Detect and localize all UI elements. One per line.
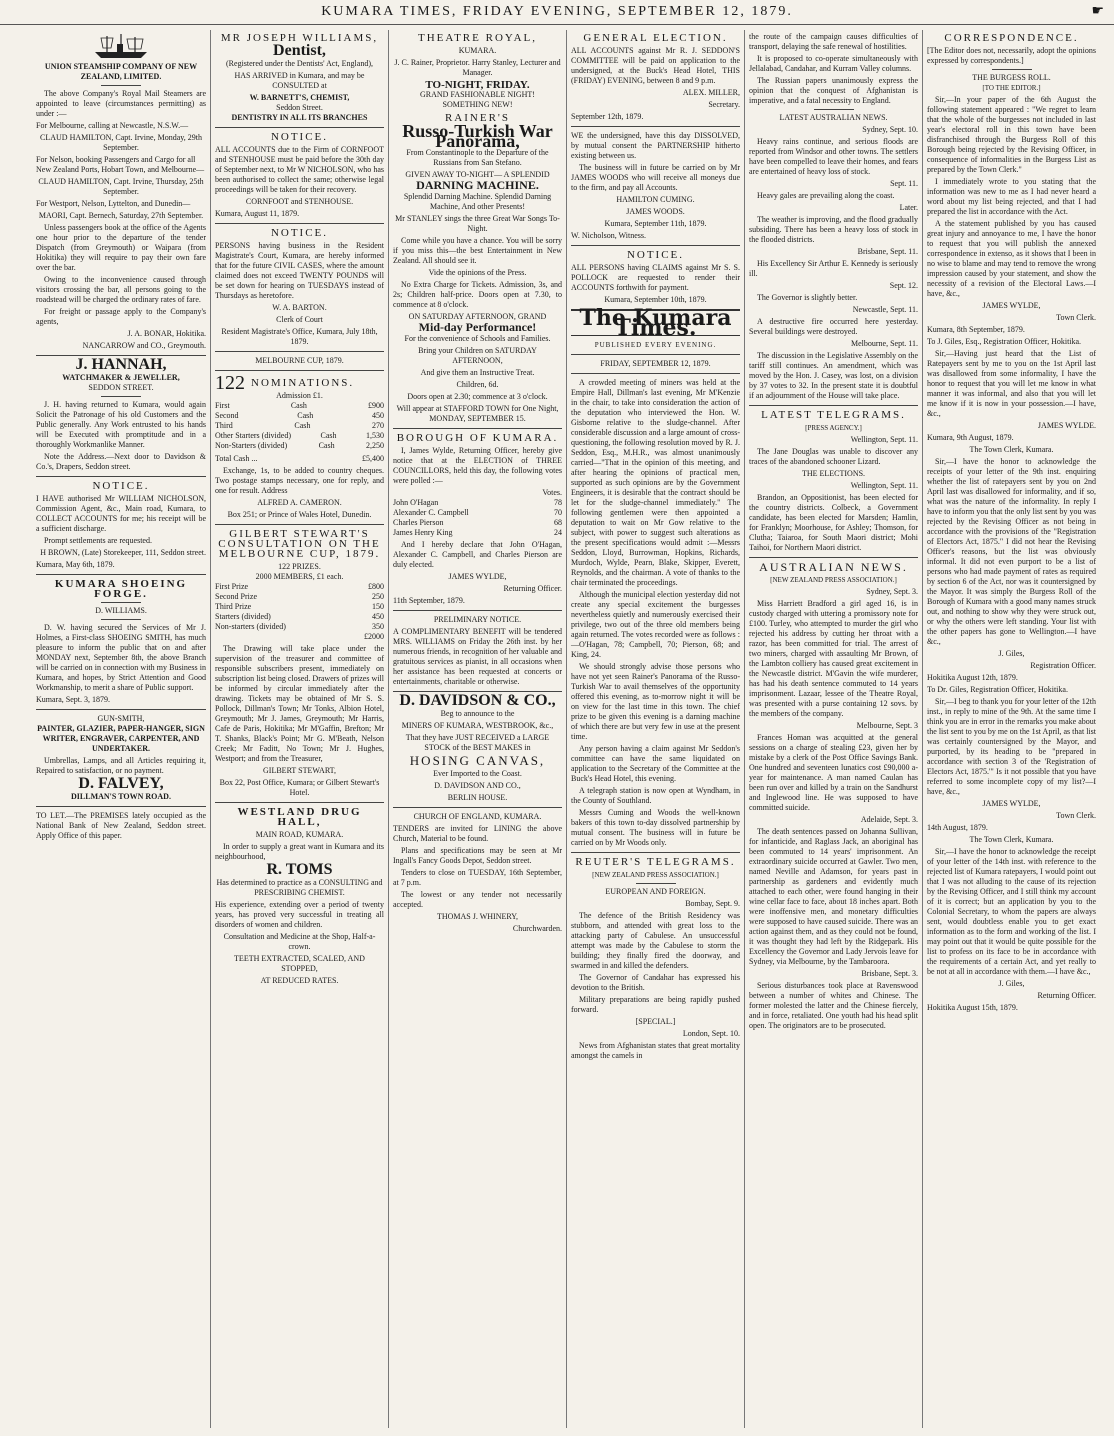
- notice-signature: H BROWN, (Late) Storekeeper, 111, Seddon street.: [40, 548, 206, 557]
- votes-table: [393, 498, 562, 538]
- melbourne-2: Melbourne, Sept. 3: [856, 721, 918, 730]
- leader-3: We should strongly advise those persons who have not yet seen Rainer's Panorama of the Russo-Turkish War to avail themselves of the opportunity offered this evening, as to-morrow night it will be on view for the last time in this town. The chief prize to be given this evening is a darning machine of which there are but very few in use at the present time.: [571, 662, 740, 741]
- hannah-trade: WATCHMAKER & JEWELLER,: [62, 373, 180, 382]
- gilbert-row-amt: 250: [372, 592, 384, 601]
- pointing-hand-icon: ☛: [1091, 4, 1106, 19]
- kennedy: His Excellency Sir Arthur E. Kennedy is seriously ill.: [749, 259, 918, 278]
- brisbane-2: Brisbane, Sept. 3.: [861, 969, 918, 978]
- russo-turkish: Russo-Turkish War Panorama,: [402, 121, 553, 151]
- sydney-2-body: Miss Harriett Bradford a girl aged 16, is in custody charged with uttering a promissory note for £100. Turley, who attempted to murder the girl who rejected his address by cutting her throat with a razor, has been committed for trial. The arrest of two miners, charged with assaulting Mr Brown, of the Lambton colliery has caused great excitement in the Newcastle district. M'Gavin the wife murderer, has had his death sentence commuted to 14 years imprisonment. Lazaar, lessee of the Theatre Royal, was presented with a purse containing 12 sovs. by the members of the company.: [749, 599, 918, 718]
- gales: Heavy gales are prevailing along the coast.: [757, 191, 895, 200]
- rainers: RAINER'S: [444, 112, 511, 124]
- church: CHURCH OF ENGLAND, KUMARA.: [413, 812, 542, 821]
- maori: MAORI, Capt. Bernech, Saturday, 27th September.: [38, 211, 204, 220]
- vote-row: [393, 498, 562, 508]
- letter-2: Sir,—Having just heard that the List of Ratepayers sent by me to you on the 1st April last was disallowed from some informality, I have the honor to request that you will let me know in what manner it was informal, and also that you will let me know if it is now in your possession.—I have, &c.,: [927, 349, 1096, 418]
- governor: The Governor is slightly better.: [757, 293, 858, 302]
- instructive: And give them an Instructive Treat.: [420, 368, 535, 377]
- plans: Plans and specifications may be seen at Mr Ingall's Fancy Goods Depot, Seddon street.: [393, 846, 562, 865]
- total-label: Total Cash ...: [215, 454, 258, 463]
- prelim-body: A COMPLIMENTARY BENEFIT will be tendered MRS. WILLIAMS on Friday the 26th inst. by her numerous friends, in recognition of her valuable and gratuitous services as pianist, in all occasions when her assistance has been requested at concerts or entertainments, charitable or otherwise.: [393, 627, 562, 686]
- steamship-icon: [91, 32, 151, 60]
- regoff-2: Returning Officer.: [1037, 991, 1096, 1000]
- barton-office: Resident Magistrate's Office, Kumara, July 18th, 1879.: [221, 327, 378, 346]
- column-2: [210, 30, 388, 1428]
- date-2: Kumara, 9th August, 1879.: [927, 433, 1014, 442]
- theatre-town: KUMARA.: [458, 46, 497, 55]
- paper-title: The Kumara Times.: [571, 309, 740, 336]
- later: Later.: [899, 203, 918, 212]
- shoeing-date: Kumara, Sept. 3, 1879.: [36, 695, 110, 704]
- lowest: The lowest or any tender not necessarily accepted.: [393, 890, 562, 909]
- letter-4: Sir,—I beg to thank you for your letter of the 12th inst., in reply to mine of the 9th. At the same time I think you are in error in the remarks you make about the list sent to you by me on the 1st April, as that list was certainly countersigned by the Mayor, and purported, by its heading to be "prepared in accordance with section 3 of the 'Registration of Electors Act, 1875.'" Is it not possible that you have referred to some incomplete copy of my list?—I have, &c.,: [927, 697, 1096, 796]
- wylde: JAMES WYLDE,: [448, 572, 507, 581]
- close: Tenders to close on TUESDAY, 16th September, at 7 p.m.: [393, 868, 562, 887]
- for-westport: For Westport, Nelson, Lyttelton, and Dunedin—: [36, 199, 191, 208]
- vote-row: [393, 528, 562, 538]
- usco-intro: The above Company's Royal Mail Steamers are appointed to leave (circumstances permitting) as under :—: [36, 89, 206, 118]
- prize-row-type: Cash: [320, 431, 337, 440]
- leader-6: Messrs Cuming and Woods the well-known bakers of this town to-day dissolved partnership by mutual consent. The business will in future be carried on by Mr Woods only.: [571, 808, 740, 847]
- gilbert-row-amt: 450: [372, 612, 384, 621]
- letter-5: Sir,—I have the honor to acknowledge the receipt of your letter of the 14th inst. with reference to the rejected list of Kumara ratepayers, I would point out that I was not alluding to the cause of its rejection by the Revising Officer, and I still think my account of it is correct; but an application by you to the Colonial Secretary, to whom the papers are always sent, would doubtless enable you to get exact information as to the form and working of the list. I may point out that it would be quite possible for the list to profess on its face to be in accordance with the requirements of a certain Act, and yet really to be not at all in accordance with them.—I have &c.,: [927, 847, 1096, 976]
- cont-2: It is proposed to co-operate simultaneously with Jellalabad, Candahar, and Kurram Valley columns.: [749, 54, 918, 73]
- letter-1b: I immediately wrote to you stating that the information was new to me as I had never heard a word about my list being rejected, and that I had prepared the list in accordance with the Act.: [927, 177, 1096, 216]
- claims-date: Kumara, September 10th, 1879.: [604, 295, 707, 304]
- prize-row: [215, 441, 384, 451]
- cup-heading: MELBOURNE CUP, 1879.: [255, 356, 344, 365]
- townclerk-1: Town Clerk.: [1056, 313, 1096, 322]
- claims: ALL PERSONS having CLAIMS against Mr S. S. POLLOCK are requested to render their ACCOUNTS forthwith for payment.: [571, 263, 740, 292]
- total-amount: £5,400: [362, 454, 384, 463]
- prize-row-amt: 2,250: [365, 441, 384, 450]
- arrived: HAS ARRIVED in Kumara, and may be CONSULTED at: [234, 71, 365, 90]
- witness: W. Nicholson, Witness.: [571, 231, 647, 240]
- something-new: SOMETHING NEW!: [442, 100, 513, 109]
- notice-body: I HAVE authorised Mr WILLIAM NICHOLSON, Commission Agent, &c., Main road, Kumara, to COLLECT ACCOUNTS for me; his receipt will be a sufficient discharge.: [36, 494, 206, 533]
- toms: R. TOMS: [266, 861, 333, 878]
- column-5: [744, 30, 922, 1428]
- vote-row: [393, 508, 562, 518]
- adelaide-body: The death sentences passed on Johanna Sullivan, for infanticide, and Raglass Jack, an aboriginal has been commuted to 14 years' imprisonment. An extraordinary suicide occurred at Gawler. Two men, named Neville and Adamson, for years past in partnership as gardeners and evidently much attached to each other, were found hanging in their wine cellar face to face, about 18 inches apart. Both were inoffensive men, and monetary difficulties were supposed to have caused suicide. There was an action against them, and as they could not be found, it was thought they had left by the Ridgepark. His Excellency the Governor and Lady Jervois leave for Sydney, via Melbourne, by the Tambaroora.: [749, 827, 918, 966]
- borough-body: I, James Wylde, Returning Officer, hereby give notice that at the ELECTION of THREE COUNCILLORS, held this day, the following votes were polled :—: [393, 446, 562, 485]
- gilbert-row: [215, 622, 384, 632]
- brisbane-1: Brisbane, Sept. 11.: [857, 247, 918, 256]
- prize-table: [215, 401, 384, 451]
- prize-row-label: Third: [215, 421, 233, 430]
- prize-row-label: Other Starters (divided): [215, 431, 291, 440]
- doors: Doors open at 2.30; commence at 3 o'clock.: [407, 392, 548, 401]
- cont-3: The Russian papers unanimously express the opinion that the conquest of Afghanistan is imperative, and a fatal necessity to England.: [749, 76, 918, 105]
- rainer: J. C. Rainer, Proprietor. Harry Stanley, Lecturer and Manager.: [394, 58, 561, 77]
- prize-row: [215, 421, 384, 431]
- votes-heading: Votes.: [542, 488, 562, 497]
- wylde-1: JAMES WYLDE,: [982, 301, 1041, 310]
- leader-2: Although the municipal election yesterday did not create any special excitement the burgesses nevertheless quietly and numerously exercised their privilege, two out of the three old members being again returned. The votes recorded were as follows :—O'Hagan, 78; Campbell, 70; Pierson, 68; and King, 24.: [571, 590, 740, 659]
- leader-5: A telegraph station is now open at Wyndham, in the County of Southland.: [571, 786, 740, 805]
- elections-body: Brandon, an Oppositionist, has been elected for the country districts. Colbeck, a Government candidate, has been elected for Marsden; Hamlin, for Franklyn; Moorhouse, for Ashley; Thomson, for Clutha; Taiaroa, for South Maori district; Mohi Taihoi, for Northern Maori district.: [749, 493, 918, 552]
- nominations-number: 122: [215, 372, 245, 394]
- column-1: [32, 30, 210, 1428]
- darning-machine: DARNING MACHINE.: [416, 178, 539, 192]
- hannah-body: J. H. having returned to Kumara, would again Solicit the Patronage of his old Customers and the Public generally. Any Work entrusted to his hands will be Executed with promptitude and in a thoroughly Workmanlike Manner.: [36, 400, 206, 449]
- gilbert-row-label: Starters (divided): [215, 612, 271, 621]
- london: London, Sept. 10.: [682, 1029, 740, 1038]
- prize-row: [215, 411, 384, 421]
- declare: And I hereby declare that John O'Hagan, Alexander C. Campbell, and Charles Pierson are duly elected.: [393, 540, 562, 569]
- woods: JAMES WOODS.: [626, 207, 685, 216]
- special: [SPECIAL.]: [635, 1017, 676, 1026]
- tenders: TENDERS are invited for LINING the above Church, Material to be found.: [393, 824, 562, 843]
- davidson: D. DAVIDSON & CO.,: [399, 692, 556, 709]
- toms-body: Has determined to practice as a CONSULTING and PRESCRIBING CHEMIST.: [216, 878, 383, 897]
- melbourne-1-body: The discussion in the Legislative Assembly on the tariff still continues. An amendment, which was moved by the Hon. J. Casey, was lost, on a division by 37 votes to 32. In the present state it is doubtful if an adjournment of the House will take place.: [749, 351, 918, 400]
- gilbert-prizes: 122 PRIZES.: [278, 562, 321, 571]
- letter-1c: A the statement published by you has caused great injury and annoyance to me, I have the honor to request that you will publish the annexed correspondence in extenso, as it shows that I been in no wise to blame and may tend to remove the wrong impression caused by your statement, and show the necessity of a revision of the Electoral Laws.—I have, &c.,: [927, 219, 1096, 298]
- vote-row-name: James Henry King: [393, 528, 453, 537]
- press-agency: [PRESS AGENCY.]: [805, 424, 862, 432]
- gilbert-row: [215, 612, 384, 622]
- given-away: GIVEN AWAY TO-NIGHT— A SPLENDID: [405, 170, 550, 179]
- elections-heading: THE ELECTIONS.: [801, 469, 866, 478]
- vote-row-name: John O'Hagan: [393, 498, 439, 507]
- date-line: FRIDAY, SEPTEMBER 12, 1879.: [600, 359, 711, 368]
- regoff-1: Registration Officer.: [1030, 661, 1096, 670]
- notice1-date: Kumara, August 11, 1879.: [215, 209, 300, 218]
- newcastle: Newcastle, Sept. 11.: [852, 305, 918, 314]
- received: That they have JUST RECEIVED a LARGE STOCK of the BEST MAKES in: [405, 733, 550, 752]
- gilbert-row-amt: £800: [368, 582, 384, 591]
- sept12: September 12th, 1879.: [571, 112, 644, 121]
- notice-prompt: Prompt settlements are requested.: [44, 536, 152, 545]
- vote-row-n: 78: [554, 498, 562, 507]
- cuming: HAMILTON CUMING.: [616, 195, 695, 204]
- giles-2: J. Giles,: [998, 979, 1025, 988]
- freight: For freight or passage apply to the Company's agents,: [36, 307, 206, 326]
- leader-4: Any person having a claim against Mr Seddon's committee can have the same liquidated on application to the Secretary of the Committee at the Buck's Head Hotel, this evening.: [571, 744, 740, 783]
- tonight: TO-NIGHT, FRIDAY.: [425, 79, 530, 91]
- to-giles: To J. Giles, Esq., Registration Officer, Hokitika.: [927, 337, 1082, 346]
- notice1-heading: NOTICE.: [270, 131, 329, 143]
- euro-heading: EUROPEAN AND FOREIGN.: [605, 887, 706, 896]
- cameron: ALFRED A. CAMERON.: [257, 498, 342, 507]
- prize-row-type: Cash: [318, 441, 335, 450]
- owing: Owing to the inconvenience caused through visitors crossing the bar, all persons going to the roadstead will be charged the ordinary rates of fare.: [36, 275, 206, 304]
- claud-hamilton-1: CLAUD HAMILTON, Capt. Irvine, Monday, 29th September.: [40, 133, 202, 152]
- bombay: Bombay, Sept. 9.: [685, 899, 740, 908]
- gilbert-sig: GILBERT STEWART,: [263, 766, 336, 775]
- umbrellas: Umbrellas, Lamps, and all Articles requiring it, Repaired to satisfaction, or no payment.: [36, 756, 206, 775]
- to-let: TO LET.—The PREMISES lately occupied as the National Bank of New Zealand, Seddon street. Apply Office of this paper.: [36, 811, 206, 840]
- prize-row-amt: 1,530: [365, 431, 384, 440]
- giles-1: J. Giles,: [998, 649, 1025, 658]
- vote-row-name: Alexander C. Campbell: [393, 508, 469, 517]
- brisbane-2-body: Serious disturbances took place at Ravenswood between a number of whites and Chinese. The former molested the latter and the Chinese fiercely, and in force, retaliated. One youth had his head split open. The originators are to be prosecuted.: [749, 981, 918, 1030]
- consult: Consultation and Medicine at the Shop, Half-a-crown.: [223, 932, 376, 951]
- gilbert-members: 2000 MEMBERS, £1 each.: [255, 572, 344, 581]
- date-4: 14th August, 1879.: [927, 823, 988, 832]
- davidson-sig: D. DAVIDSON AND CO.,: [434, 781, 521, 790]
- wellington-2: Wellington, Sept. 11.: [850, 481, 918, 490]
- date-5: Hokitika August 15th, 1879.: [927, 1003, 1018, 1012]
- gilbert-total: £2000: [364, 632, 384, 641]
- borough-heading: BOROUGH OF KUMARA.: [396, 432, 559, 444]
- wellington-1: Wellington, Sept. 11.: [850, 435, 918, 444]
- gilbert-row-amt: 150: [372, 602, 384, 611]
- date-3: Hokitika August 12th, 1879.: [927, 673, 1018, 682]
- prize-row: [215, 401, 384, 411]
- exchange: Exchange, 1s, to be added to country cheques. Two postage stamps necessary, one for reply, and one for result. Address: [215, 466, 384, 495]
- prelim-heading: PRELIMINARY NOTICE.: [433, 615, 522, 624]
- sept11-5: Sept. 11.: [890, 179, 918, 188]
- prize-row-label: Second: [215, 411, 239, 420]
- wylde-3: JAMES WYLDE,: [982, 799, 1041, 808]
- prize-row-type: Cash: [294, 421, 311, 430]
- masthead-title: KUMARA TIMES, FRIDAY EVENING, SEPTEMBER 12, 1879.: [321, 4, 793, 19]
- dentistry: DENTISTRY IN ALL ITS BRANCHES: [231, 113, 368, 122]
- churchwarden: Churchwarden.: [512, 924, 562, 933]
- wellington-1-body: The Jane Douglas was unable to discover any traces of the abandoned schooner Lizard.: [749, 447, 918, 466]
- gunsmith: GUN-SMITH,: [97, 714, 145, 723]
- schools: For the convenience of Schools and Families.: [404, 334, 551, 343]
- hannah-name: J. HANNAH,: [75, 356, 167, 373]
- adelaide: Adelaide, Sept. 3.: [860, 815, 918, 824]
- notice1-body: ALL ACCOUNTS due to the Firm of CORNFOOT and STENHOUSE must be paid before the 30th day of September next, to Mr W NICHOLSON, who has been authorised to collect the same; otherwise legal proceedings will be taken for their recovery.: [215, 145, 384, 194]
- woods-date: Kumara, September 11th, 1879.: [604, 219, 707, 228]
- vide: Vide the opinions of the Press.: [428, 268, 527, 277]
- vote-row-n: 70: [554, 508, 562, 517]
- aus-heading: LATEST AUSTRALIAN NEWS.: [779, 113, 888, 122]
- gilbert-box: Box 22, Post Office, Kumara; or Gilbert Stewart's Hotel.: [219, 778, 380, 797]
- notice-heading-4: NOTICE.: [626, 249, 685, 261]
- bonar: J. A. BONAR, Hokitika.: [127, 329, 206, 338]
- shoeing-name: D. WILLIAMS.: [95, 606, 147, 615]
- gilbert-row-label: Third Prize: [215, 602, 252, 611]
- registered: (Registered under the Dentists' Act, England),: [226, 59, 373, 68]
- prize-row: [215, 431, 384, 441]
- to-clerk: The Town Clerk, Kumara.: [969, 445, 1054, 454]
- election-body: ALL ACCOUNTS against Mr R. J. SEDDON'S COMMITTEE will be paid on application to the undersigned, at the Buck's Head Hotel, THIS (FRIDAY) EVENING, between 8 and 9 p.m.: [571, 46, 740, 85]
- nzpa: [NEW ZEALAND PRESS ASSOCIATION.]: [770, 576, 897, 584]
- melbourne-1: Melbourne, Sept. 11.: [850, 339, 918, 348]
- prize-row-amt: £900: [367, 401, 384, 410]
- dissolved: WE the undersigned, have this day DISSOLVED, by mutual consent the PARTNERSHIP hitherto existing between us.: [571, 131, 740, 160]
- sydney-1: Sydney, Sept. 10.: [862, 125, 918, 134]
- falvey-name: D. FALVEY,: [78, 775, 164, 792]
- prize-row-label: First: [215, 401, 230, 410]
- to-clerk-2: The Town Clerk, Kumara.: [969, 835, 1054, 844]
- stanley: Mr STANLEY sings the three Great War Songs To-Night.: [395, 214, 560, 233]
- prize-row-label: Non-Starters (divided): [215, 441, 288, 450]
- cameron-box: Box 251; or Prince of Wales Hotel, Dunedin.: [227, 510, 372, 519]
- claud-hamilton-2: CLAUD HAMILTON, Capt. Irvine, Thursday, 25th September.: [38, 177, 204, 196]
- nancarrow: NANCARROW and CO., Greymouth.: [82, 341, 206, 350]
- sept11: 11th September, 1879.: [393, 596, 465, 605]
- no-extra: No Extra Charge for Tickets. Admission, 3s, and 2s; Children half-price. Doors open at 7.30, to commence at 8 o'clock.: [393, 280, 562, 309]
- latest-heading: LATEST TELEGRAMS.: [761, 409, 906, 421]
- cont-1: the route of the campaign causes difficulties of transport, delaying the safe renewal of hostilities.: [749, 32, 918, 51]
- military: Military preparations are being rapidly pushed forward.: [571, 995, 740, 1014]
- usco-title: UNION STEAMSHIP COMPANY OF NEW ZEALAND, LIMITED.: [44, 62, 198, 81]
- williams-heading: MR JOSEPH WILLIAMS,: [220, 32, 379, 44]
- prize-row-type: Cash: [290, 401, 307, 410]
- seddon-street: Seddon Street.: [276, 103, 323, 112]
- candahar: The Governor of Candahar has expressed his devotion to the British.: [571, 973, 740, 992]
- ausnews-heading: AUSTRALIAN NEWS.: [759, 560, 908, 574]
- bring: Bring your Children on SATURDAY AFTERNOON,: [418, 346, 537, 365]
- column-3: [388, 30, 566, 1428]
- leader-1: A crowded meeting of miners was held at the Empire Hall, Dillman's last evening, Mr M'Kenzie in the chair, to take into consideration the action of the deputation who interviewed the Hon. W. Gisborne relative to the sludge-channel. After considerable discussion and a large amount of cross-questioning, the following resolution moved by R. J. Seddon, Esq., M.H.R., was almost unanimously carried—"That in the opinion of this meeting, and after hearing the opinions of practical men, supported as such opinions are by the Government Engineers, it is desirable that the contract should be let for the sludge-channel immediately." The following gentlemen were then appointed a deputation to wait on Mr Gow relative to the subject, with power to suggest such alterations as the present specifications would admit :—Messrs Seddon, Lloyd, Burrowman, Hopkins, Richards, Murdoch, Wylde, Pearn, Blake, Skipper, Everett, Reynolds, and the chairman. A vote of thanks to the chair terminated the proceedings.: [571, 378, 740, 587]
- to-giles-2: To Dr. Giles, Registration Officer, Hokitika.: [927, 685, 1068, 694]
- masthead: [0, 0, 1114, 25]
- gilbert-row-label: First Prize: [215, 582, 249, 591]
- to-editor: [TO THE EDITOR.]: [982, 84, 1041, 92]
- gilbert-row-label: Second Prize: [215, 592, 257, 601]
- grand-night: GRAND FASHIONABLE NIGHT!: [420, 90, 535, 99]
- miners: MINERS OF KUMARA, WESTBROOK, &c.,: [401, 721, 554, 730]
- prize-row-type: Cash: [297, 411, 314, 420]
- wylde-2: JAMES WYLDE.: [1037, 421, 1096, 430]
- gilbert-row-amt: 350: [372, 622, 384, 631]
- notice2-body: PERSONS having business in the Resident Magistrate's Court, Kumara, are hereby informed that for the future CIVIL CASES, where the amount claimed does not exceed TWENTY POUNDS will be set down for hearing on TUESDAYS instead of Thursdays as heretofore.: [215, 241, 384, 300]
- letter-3: Sir,—I have the honor to acknowledge the receipts of your letter of the 9th inst. enquiring whether the list of ratepayers sent by you on 2nd April last was disallowed for informality, and if so, what was the nature of the informality. In reply I have to inform you that the only list sent by you was rejected by the Revising Officer as not being in accordance with the provisions of the "Registration of Electors Act, 1875." I did not hear the Revising Officer's reasons, but the list was obviously informal. It did not even purport to be a list of persons who had made payment of rates as required by section 6 of the Act, nor was it countersigned by the Mayor. It was simply the Burgess Roll of the Borough of Kumara with a good many names struck out, and nothing to show why they were struck out, or why the others were left standing. Your list with the other papers has gone to Wellington.—I have &c.,: [927, 457, 1096, 646]
- westland-heading: WESTLAND DRUG HALL,: [237, 806, 362, 828]
- painter: PAINTER, GLAZIER, PAPER-HANGER, SIGN WRITER, ENGRAVER, CARPENTER, AND UNDERTAKER.: [37, 724, 205, 753]
- from-constantinople: From Constantinople to the Departure of the Russians from San Stefano.: [406, 148, 549, 167]
- column-4: [566, 30, 744, 1428]
- hannah-note: Note the Address.—Next door to Davidson & Co.'s, Drapers, Seddon street.: [36, 452, 206, 471]
- gilbert-heading: GILBERT STEWART'S CONSULTATION ON THE MELBOURNE CUP, 1879.: [218, 528, 381, 560]
- townclerk-3: Town Clerk.: [1056, 811, 1096, 820]
- nominations-word: NOMINATIONS.: [251, 377, 355, 389]
- theatre-heading: THEATRE ROYAL,: [417, 32, 538, 44]
- for-melbourne: For Melbourne, calling at Newcastle, N.S.W.—: [36, 121, 189, 130]
- sydney-1-body: Heavy rains continue, and serious floods are reported from Windsor and other towns. The settlers have been compelled to leave their homes, and fears are entertained of heavy loss of stock.: [749, 137, 918, 176]
- gilbert-row-label: Non-starters (divided): [215, 622, 286, 631]
- secretary: Secretary.: [708, 100, 740, 109]
- election-heading: GENERAL ELECTION.: [583, 32, 728, 44]
- main-road: MAIN ROAD, KUMARA.: [255, 830, 344, 839]
- later-body: The weather is improving, and the flood gradually subsiding. There has been a heavy loss of stock in the flooded districts.: [749, 215, 918, 244]
- teeth-rate: AT REDUCED RATES.: [260, 976, 339, 985]
- come: Come while you have a chance. You will be sorry if you miss this—the best Entertainment in New Zealand. All should see it.: [393, 236, 562, 265]
- barton-title: Clerk of Court: [276, 315, 323, 324]
- notice2-heading: NOTICE.: [270, 227, 329, 239]
- corr-note: [The Editor does not, necessarily, adopt the opinions expressed by correspondents.]: [927, 46, 1096, 65]
- sydney-2: Sydney, Sept. 3.: [866, 587, 918, 596]
- column-6: [922, 30, 1100, 1428]
- letter-1: Sir,—In your paper of the 6th August the following statement appeared : "We regret to learn that the whole of the burgesses not included in last year's electoral roll in this town have been disfranchised through the Burgess Roll of this Borough being rejected by the Revising Officer, in consequence of informalities in the Burgess List as prepared by the Town Clerk.": [927, 95, 1096, 174]
- saturday: ON SATURDAY AFTERNOON, GRAND: [408, 312, 547, 321]
- melbourne-2-body: Frances Homan was acquitted at the general sessions on a charge of stealing £23, given her by mistake by a clerk of the Post Office Savings Bank. One hundred and seventeen lunatics cost £90,000 a-year for maintenance. A man named Caulan has been run over and killed by a train on the Sandhurst and Inglewood line. He was supposed to have committed suicide.: [749, 733, 918, 812]
- announce: Beg to announce to the: [440, 709, 515, 718]
- reuters-heading: REUTER'S TELEGRAMS.: [575, 856, 736, 868]
- shoeing-body: D. W. having secured the Services of Mr J. Holmes, a First-class SHOEING SMITH, has much pleasure to inform the public that on and after MONDAY next, September 8th, the above Branch will be carried on in connection with my Business in Kumara, and hopes, by Strict Attention and Good Workmanship, to merit a share of Public support.: [36, 623, 206, 692]
- gilbert-table: [215, 582, 384, 632]
- newcastle-body: A destructive fire occurred here yesterday. Several buildings were destroyed.: [749, 317, 918, 336]
- stafford: Will appear at STAFFORD TOWN for One Night, MONDAY, SEPTEMBER 15.: [396, 404, 559, 423]
- barton: W. A. BARTON.: [272, 303, 327, 312]
- date-1: Kumara, 8th September, 1879.: [927, 325, 1025, 334]
- whinery: THOMAS J. WHINERY,: [436, 912, 519, 921]
- bombay-body: The defence of the British Residency was stubborn, and attended with great loss to the attacking party of Cabulese. An unsuccessful attempt was made by the Cabulese to storm the building; they finally fired the doorway, and swarmed in and killed the defenders.: [571, 911, 740, 970]
- prize-row-amt: 270: [372, 421, 384, 430]
- vote-row-n: 68: [554, 518, 562, 527]
- berlin: BERLIN HOUSE.: [447, 793, 508, 802]
- roll-heading: THE BURGESS ROLL.: [972, 73, 1051, 82]
- hosing-canvas: HOSING CANVAS,: [409, 753, 546, 768]
- notice1-sig: CORNFOOT and STENHOUSE.: [245, 197, 354, 206]
- gilbert-body: The Drawing will take place under the supervision of the treasurer and committee of responsible subscribers present, immediately on subscription list being closed. Drawers of prizes will be informed by circular immediately after the drawing. Tickets may be obtained of Mr S. S. Pollock, Dillman's Town; Mr Tonks, Albion Hotel, Greymouth; Mr J. James, Greymouth; Mr Harris, Cafe de Paris, Hokitika; Mr M'Gaffin, Brefton; Mr T. Shanks, Black's Point; Mr G. M'Beath, Nelson Creek; Mr Faditt, No Town; Mr J. Hughes, Westport; and from the Treasurer,: [215, 644, 384, 763]
- falvey-road: DILLMAN'S TOWN ROAD.: [71, 792, 171, 801]
- dentist: Dentist,: [273, 42, 326, 59]
- published: PUBLISHED EVERY EVENING.: [594, 341, 717, 349]
- miller: ALEX. MILLER,: [682, 88, 740, 97]
- children: Children, 6d.: [456, 380, 499, 389]
- splendid: Splendid Darning Machine. Splendid Darning Machine, And other Presents!: [403, 192, 552, 211]
- prize-row-amt: 450: [372, 411, 384, 420]
- london-body: News from Afghanistan states that great mortality amongst the camels in: [571, 1041, 740, 1060]
- hannah-street: SEDDON STREET.: [88, 383, 154, 392]
- toms-experience: His experience, extending over a period of twenty years, has proved very successful in treating all disorders of women and children.: [215, 900, 384, 929]
- for-nelson: For Nelson, booking Passengers and Cargo for all New Zealand Ports, Hobart Town, and Melbourne—: [36, 155, 205, 174]
- vote-row-n: 24: [554, 528, 562, 537]
- admission: Admission £1.: [276, 391, 323, 400]
- sept12-5: Sept. 12.: [889, 281, 918, 290]
- business: The business will in future be carried on by Mr JAMES WOODS who will receive all moneys due to the firm, and pay all Accounts.: [571, 163, 740, 192]
- gilbert-row: [215, 582, 384, 592]
- shoeing-heading: KUMARA SHOEING FORGE.: [54, 578, 188, 600]
- westland-body: In order to supply a great want in Kumara and its neighbourhood,: [215, 842, 384, 861]
- notice-heading: NOTICE.: [92, 480, 150, 492]
- midday: Mid-day Performance!: [418, 320, 537, 334]
- gilbert-row: [215, 602, 384, 612]
- vote-row-name: Charles Pierson: [393, 518, 444, 527]
- unless: Unless passengers book at the office of the Agents one hour prior to the departure of the tender Dispatch (from Greymouth) or Waipara (from Hokitika) they will require to pay their own fare over the bar.: [36, 223, 206, 272]
- returning: Returning Officer.: [503, 584, 562, 593]
- vote-row: [393, 518, 562, 528]
- gilbert-row: [215, 592, 384, 602]
- imported: Ever Imported to the Coast.: [433, 769, 522, 778]
- corr-heading: CORRESPONDENCE.: [944, 32, 1079, 44]
- barnett: W. BARNETT'S, CHEMIST,: [249, 93, 350, 102]
- reuters-agency: [NEW ZEALAND PRESS ASSOCIATION.]: [592, 871, 719, 879]
- teeth: TEETH EXTRACTED, SCALED, AND STOPPED,: [234, 954, 365, 973]
- notice-date: Kumara, May 6th, 1879.: [36, 560, 115, 569]
- newspaper-columns: [32, 30, 1102, 1428]
